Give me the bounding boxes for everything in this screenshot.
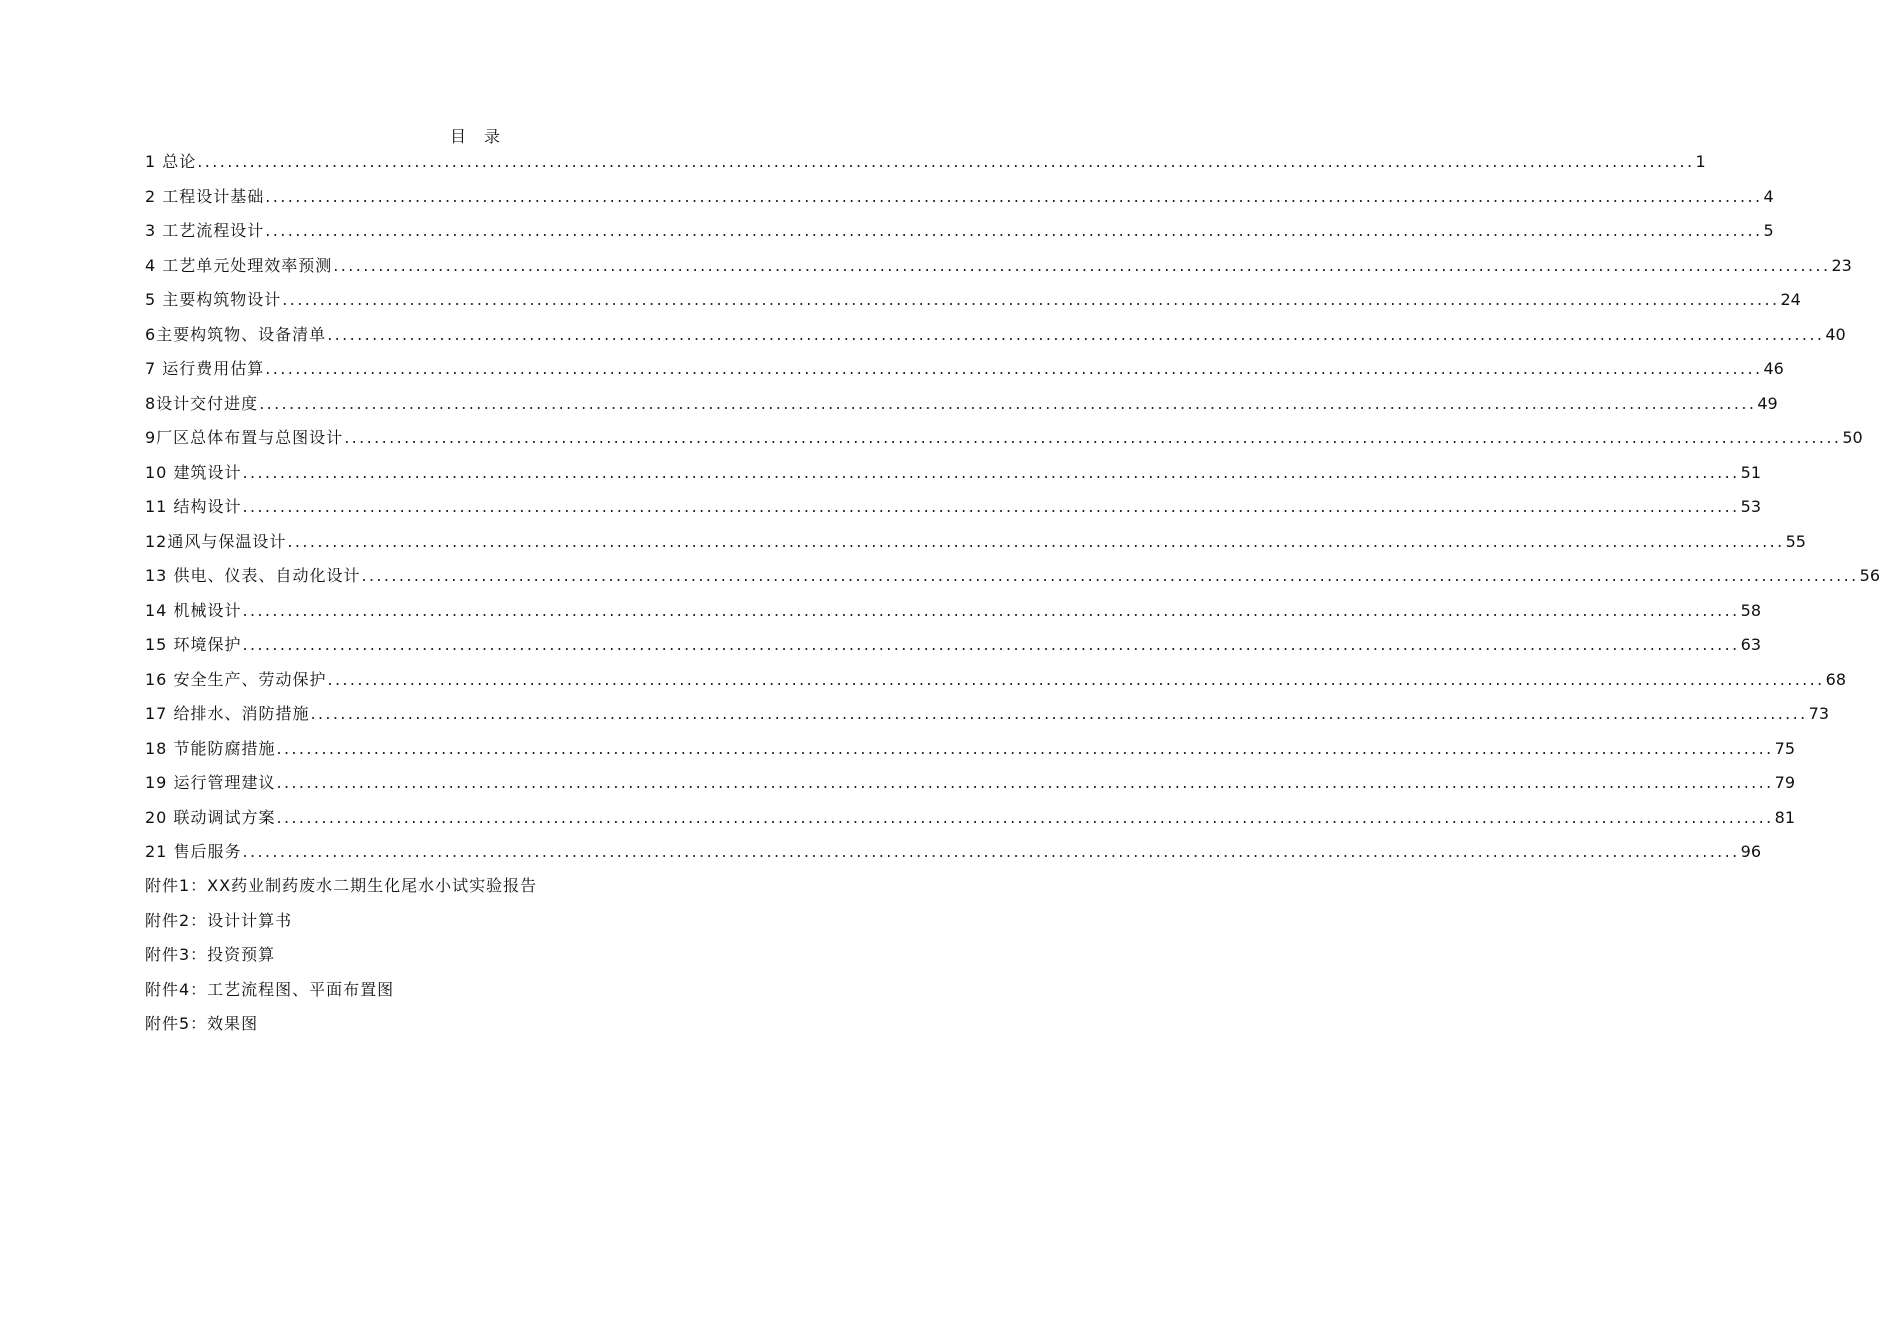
toc-entry[interactable]: [145, 700, 1829, 735]
toc-leader-dots: ........................................................................................................................................................................................................: [265, 221, 1763, 240]
toc-title-part1: 目: [449, 127, 466, 146]
toc-entry[interactable]: [145, 252, 1852, 287]
toc-entry[interactable]: [145, 838, 1761, 873]
toc-leader-dots: ........................................................................................................................................................................................................: [242, 635, 1740, 654]
toc-entry-page-number: 51: [1740, 462, 1761, 482]
toc-entry-label: 1 总论: [145, 152, 197, 171]
toc-leader-dots: ........................................................................................................................................................................................................: [276, 738, 1774, 758]
toc-entry-label: 7 运行费用估算: [145, 359, 265, 378]
toc-entry-label: 15 环境保护: [145, 635, 242, 654]
appendix-item[interactable]: 附件2：设计计算书: [145, 910, 293, 930]
toc-entry-label: 8设计交付进度: [145, 393, 259, 413]
toc-leader-dots: ........................................................................................................................................................................................................: [242, 842, 1740, 861]
toc-entry-page-number: 58: [1740, 600, 1761, 620]
toc-entry-label: 5 主要构筑物设计: [145, 290, 282, 309]
toc-entry-page-number: 73: [1808, 704, 1829, 723]
toc-entry-label: 11 结构设计: [145, 497, 242, 516]
toc-entry-page-number: 23: [1831, 255, 1852, 275]
toc-leader-dots: ........................................................................................................................................................................................................: [265, 186, 1763, 206]
toc-entry-label: 12通风与保温设计: [145, 531, 287, 551]
toc-leader-dots: ........................................................................................................................................................................................................: [361, 566, 1859, 585]
toc-entry[interactable]: [145, 355, 1784, 390]
appendix-item[interactable]: 附件5：效果图: [145, 1014, 259, 1033]
toc-entry[interactable]: [145, 424, 1863, 459]
toc-entry-label: 17 给排水、消防措施: [145, 704, 310, 723]
toc-entry-label: 19 运行管理建议: [145, 773, 276, 792]
toc-leader-dots: ........................................................................................................................................................................................................: [242, 462, 1740, 482]
toc-leader-dots: ........................................................................................................................................................................................................: [265, 359, 1763, 378]
toc-entry-label: 9厂区总体布置与总图设计: [145, 428, 344, 447]
appendix-list: [145, 872, 537, 1045]
toc-entry-page-number: 40: [1825, 324, 1846, 344]
toc-entry-page-number: 96: [1740, 842, 1761, 861]
appendix-item[interactable]: 附件4：工艺流程图、平面布置图: [145, 979, 395, 999]
toc-entry-page-number: 5: [1763, 221, 1774, 240]
toc-entry[interactable]: [145, 148, 1706, 183]
toc-leader-dots: ........................................................................................................................................................................................................: [327, 669, 1825, 689]
toc-leader-dots: ........................................................................................................................................................................................................: [276, 773, 1774, 792]
toc-entry-label: 16 安全生产、劳动保护: [145, 669, 327, 689]
toc-entry-label: 2 工程设计基础: [145, 186, 265, 206]
toc-leader-dots: ........................................................................................................................................................................................................: [242, 497, 1740, 516]
toc-entry-label: 18 节能防腐措施: [145, 738, 276, 758]
toc-entry-page-number: 53: [1740, 497, 1761, 516]
toc-entry[interactable]: [145, 666, 1846, 701]
appendix-item[interactable]: 附件3：投资预算: [145, 945, 276, 964]
toc-entry[interactable]: [145, 562, 1880, 597]
toc-list: [145, 148, 1880, 873]
toc-entry-page-number: 81: [1774, 807, 1795, 827]
toc-entry-label: 6主要构筑物、设备清单: [145, 324, 327, 344]
toc-leader-dots: ........................................................................................................................................................................................................: [344, 428, 1842, 447]
toc-entry[interactable]: [145, 804, 1795, 839]
toc-entry-page-number: 4: [1763, 186, 1774, 206]
toc-entry-label: 20 联动调试方案: [145, 807, 276, 827]
toc-entry-label: 4 工艺单元处理效率预测: [145, 255, 333, 275]
toc-entry-page-number: 1: [1695, 152, 1706, 171]
toc-title: [0, 124, 950, 150]
appendix-item[interactable]: 附件1：XX药业制药废水二期生化尾水小试实验报告: [145, 876, 538, 895]
toc-entry-label: 21 售后服务: [145, 842, 242, 861]
toc-entry[interactable]: [145, 459, 1761, 494]
toc-entry[interactable]: [145, 286, 1801, 321]
toc-entry[interactable]: [145, 528, 1806, 563]
toc-entry-page-number: 55: [1785, 531, 1806, 551]
toc-entry[interactable]: [145, 597, 1761, 632]
toc-entry[interactable]: [145, 183, 1774, 218]
toc-entry-page-number: 63: [1740, 635, 1761, 654]
toc-entry[interactable]: [145, 631, 1761, 666]
toc-leader-dots: ........................................................................................................................................................................................................: [282, 290, 1780, 309]
toc-entry[interactable]: [145, 217, 1774, 252]
toc-leader-dots: ........................................................................................................................................................................................................: [242, 600, 1740, 620]
toc-entry-page-number: 50: [1842, 428, 1863, 447]
toc-leader-dots: ........................................................................................................................................................................................................: [197, 152, 1695, 171]
toc-entry-page-number: 79: [1774, 773, 1795, 792]
toc-entry-page-number: 75: [1774, 738, 1795, 758]
toc-leader-dots: ........................................................................................................................................................................................................: [259, 393, 1757, 413]
toc-entry[interactable]: [145, 390, 1778, 425]
toc-entry-page-number: 49: [1757, 393, 1778, 413]
toc-entry-label: 13 供电、仪表、自动化设计: [145, 566, 361, 585]
toc-entry-page-number: 68: [1825, 669, 1846, 689]
toc-entry-label: 3 工艺流程设计: [145, 221, 265, 240]
toc-title-part2: 录: [484, 127, 501, 146]
toc-entry[interactable]: [145, 321, 1846, 356]
toc-leader-dots: ........................................................................................................................................................................................................: [276, 807, 1774, 827]
toc-entry-label: 10 建筑设计: [145, 462, 242, 482]
toc-entry-label: 14 机械设计: [145, 600, 242, 620]
toc-entry[interactable]: [145, 735, 1795, 770]
toc-entry-page-number: 56: [1859, 566, 1880, 585]
toc-entry[interactable]: [145, 493, 1761, 528]
toc-entry-page-number: 46: [1763, 359, 1784, 378]
toc-leader-dots: ........................................................................................................................................................................................................: [327, 324, 1825, 344]
toc-entry-page-number: 24: [1780, 290, 1801, 309]
toc-leader-dots: ........................................................................................................................................................................................................: [287, 531, 1785, 551]
toc-leader-dots: ........................................................................................................................................................................................................: [333, 255, 1831, 275]
toc-leader-dots: ........................................................................................................................................................................................................: [310, 704, 1808, 723]
toc-entry[interactable]: [145, 769, 1795, 804]
